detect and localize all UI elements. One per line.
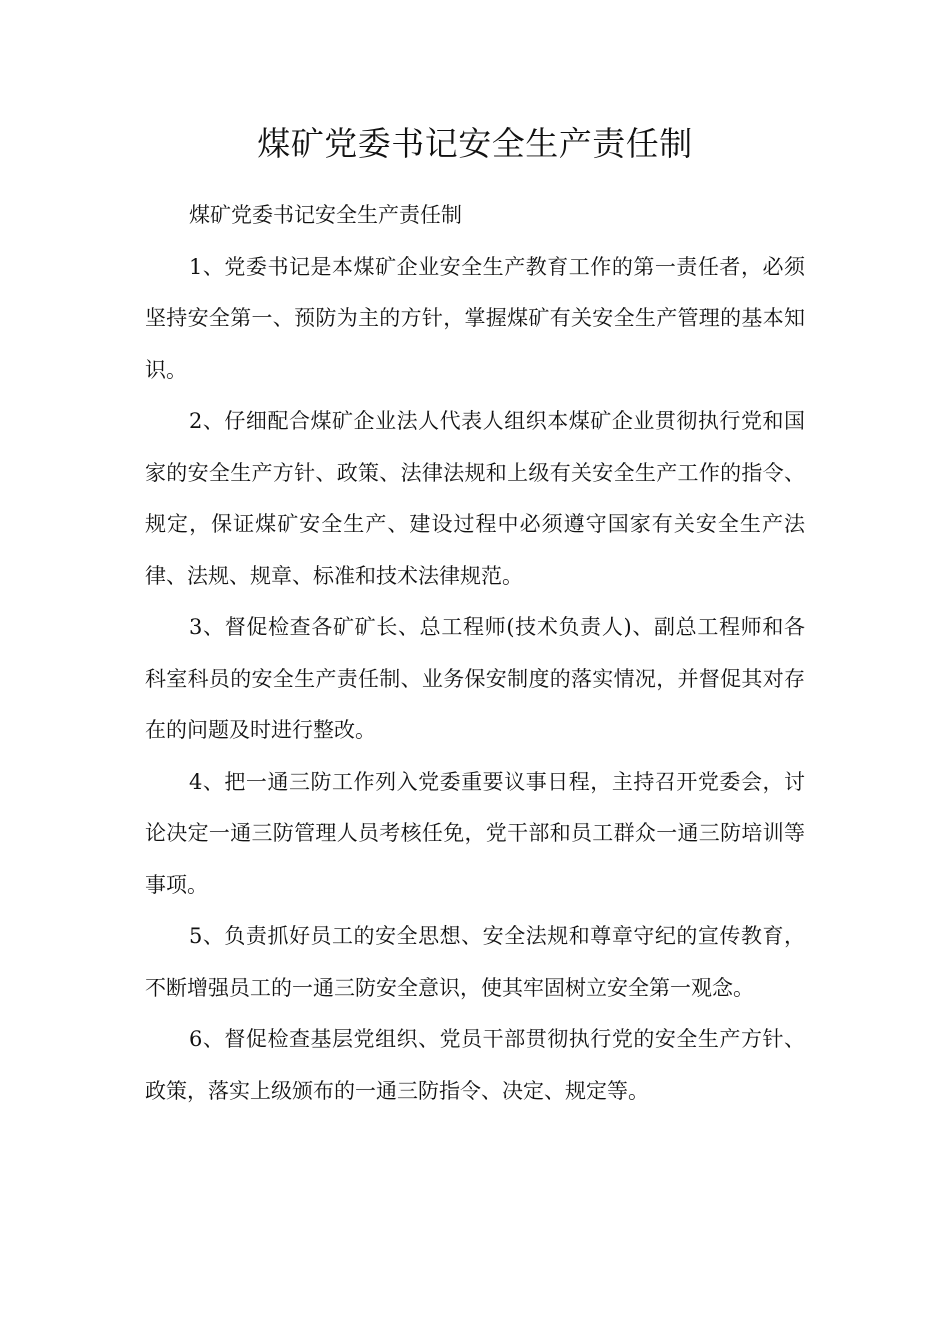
paragraph-item-5: 5、负责抓好员工的安全思想、安全法规和尊章守纪的宣传教育，不断增强员工的一通三防安全意识，使其牢固树立安全第一观念。 <box>145 924 805 1000</box>
paragraph-item-4: 4、把一通三防工作列入党委重要议事日程，主持召开党委会，讨论决定一通三防管理人员考核任免，党干部和员工群众一通三防培训等事项。 <box>145 769 805 897</box>
paragraph-item-6: 6、督促检查基层党组织、党员干部贯彻执行党的安全生产方针、政策，落实上级颁布的一通三防指令、决定、规定等。 <box>145 1027 805 1103</box>
paragraph-item-2: 2、仔细配合煤矿企业法人代表人组织本煤矿企业贯彻执行党和国家的安全生产方针、政策、法律法规和上级有关安全生产工作的指令、规定，保证煤矿安全生产、建设过程中必须遵守国家有关安全生产法律、法规、规章、标准和技术法律规范。 <box>145 409 805 588</box>
document-title: 煤矿党委书记安全生产责任制 <box>257 124 693 163</box>
paragraph-item-1: 1、党委书记是本煤矿企业安全生产教育工作的第一责任者，必须坚持安全第一、预防为主的方针，掌握煤矿有关安全生产管理的基本知识。 <box>145 254 805 382</box>
paragraph-item-3: 3、督促检查各矿矿长、总工程师(技术负责人)、副总工程师和各科室科员的安全生产责任制、业务保安制度的落实情况，并督促其对存在的问题及时进行整改。 <box>145 615 805 742</box>
document-body <box>145 190 805 1117</box>
paragraph-subtitle: 煤矿党委书记安全生产责任制 <box>189 203 462 227</box>
